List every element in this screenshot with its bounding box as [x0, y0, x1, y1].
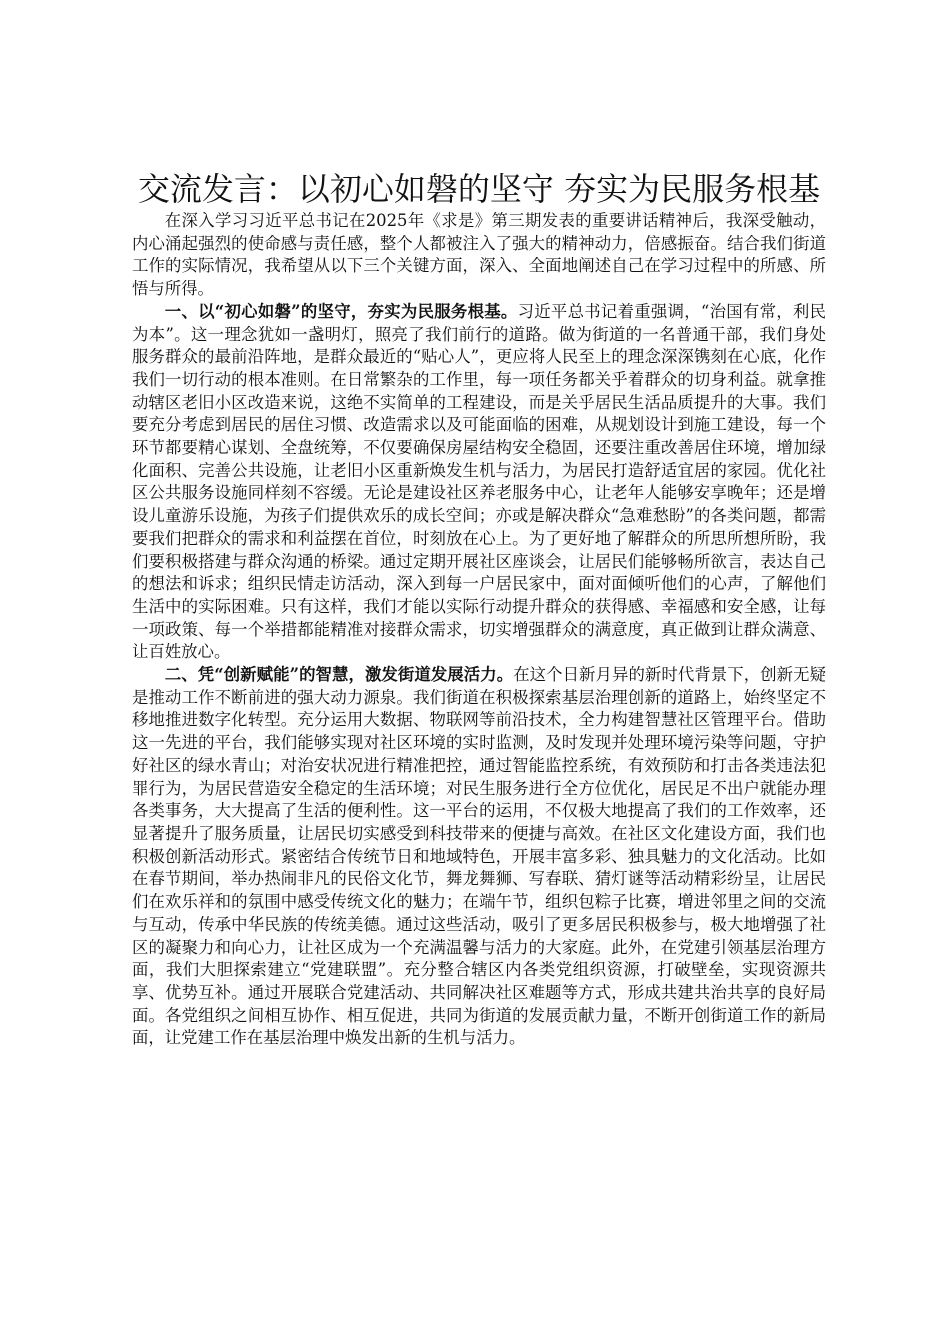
- section-2-heading: 二、凭“创新赋能”的智慧，激发街道发展活力。: [164, 665, 514, 685]
- intro-paragraph: 在深入学习习近平总书记在2025年《求是》第三期发表的重要讲话精神后，我深受触动，内心涌起强烈的使命感与责任感，整个人都被注入了强大的精神动力，倍感振奋。结合我们街道工作的实际情况，我希望从以下三个关键方面，深入、全面地阐述自己在学习过程中的所感、所悟与所得。: [132, 211, 826, 299]
- section-1-paragraph: [132, 301, 826, 664]
- section-2-body: 在这个日新月异的新时代背景下，创新无疑是推动工作不断前进的强大动力源泉。我们街道在积极探索基层治理创新的道路上，始终坚定不移地推进数字化转型。充分运用大数据、物联网等前沿技术，全力构建智慧社区管理平台。借助这一先进的平台，我们能够实现对社区环境的实时监测，及时发现并处理环境污染等问题，守护好社区的绿水青山；对治安状况进行精准把控，通过智能监控系统，有效预防和打击各类违法犯罪行为，为居民营造安全稳定的生活环境；对民生服务进行全方位优化，居民足不出户就能办理各类事务，大大提高了生活的便利性。这一平台的运用，不仅极大地提高了我们的工作效率，还显著提升了服务质量，让居民切实感受到科技带来的便捷与高效。在社区文化建设方面，我们也积极创新活动形式。紧密结合传统节日和地域特色，开展丰富多彩、独具魅力的文化活动。比如在春节期间，举办热闹非凡的民俗文化节，舞龙舞狮、写春联、猜灯谜等活动精彩纷呈，让居民们在欢乐祥和的氛围中感受传统文化的魅力；在端午节，组织包粽子比赛，增进邻里之间的交流与互动，传承中华民族的传统美德。通过这些活动，吸引了更多居民积极参与，极大地增强了社区的凝聚力和向心力，让社区成为一个充满温馨与活力的大家庭。此外，在党建引领基层治理方面，我们大胆探索建立“党建联盟”。充分整合辖区内各类党组织资源，打破壁垒，实现资源共享、优势互补。通过开展联合党建活动、共同解决社区难题等方式，形成共建共治共享的良好局面。各党组织之间相互协作、相互促进，共同为街道的发展贡献力量，不断开创街道工作的新局面，让党建工作在基层治理中焕发出新的生机与活力。: [132, 665, 827, 1048]
- document-title: 交流发言：以初心如磐的坚守 夯实为民服务根基: [137, 170, 821, 208]
- section-2-paragraph: [132, 664, 826, 1050]
- section-1-body: 习近平总书记着重强调，“治国有常，利民为本”。这一理念犹如一盏明灯，照亮了我们前行的道路。做为街道的一名普通干部，我们身处服务群众的最前沿阵地，是群众最近的“贴心人”，更应将人民至上的理念深深镌刻在心底，化作我们一切行动的根本准则。在日常繁杂的工作里，每一项任务都关乎着群众的切身利益。就拿推动辖区老旧小区改造来说，这绝不实简单的工程建设，而是关乎居民生活品质提升的大事。我们要充分考虑到居民的居住习惯、改造需求以及可能面临的困难，从规划设计到施工建设，每一个环节都要精心谋划、全盘统筹，不仅要确保房屋结构安全稳固，还要注重改善居住环境，增加绿化面积、完善公共设施，让老旧小区重新焕发生机与活力，为居民打造舒适宜居的家园。优化社区公共服务设施同样刻不容缓。无论是建设社区养老服务中心，让老年人能够安享晚年；还是增设儿童游乐设施，为孩子们提供欢乐的成长空间；亦或是解决群众“急难愁盼”的各类问题，都需要我们把群众的需求和利益摆在首位，时刻放在心上。为了更好地了解群众的所思所想所盼，我们要积极搭建与群众沟通的桥梁。通过定期开展社区座谈会，让居民们能够畅所欲言，表达自己的想法和诉求；组织民情走访活动，深入到每一户居民家中，面对面倾听他们的心声，了解他们生活中的实际困难。只有这样，我们才能以实际行动提升群众的获得感、幸福感和安全感，让每一项政策、每一个举措都能精准对接群众需求，切实增强群众的满意度，真正做到让群众满意、让百姓放心。: [132, 301, 826, 662]
- section-1-heading: 一、以“初心如磐”的坚守，夯实为民服务根基。: [164, 301, 518, 321]
- document-content: [132, 168, 826, 1050]
